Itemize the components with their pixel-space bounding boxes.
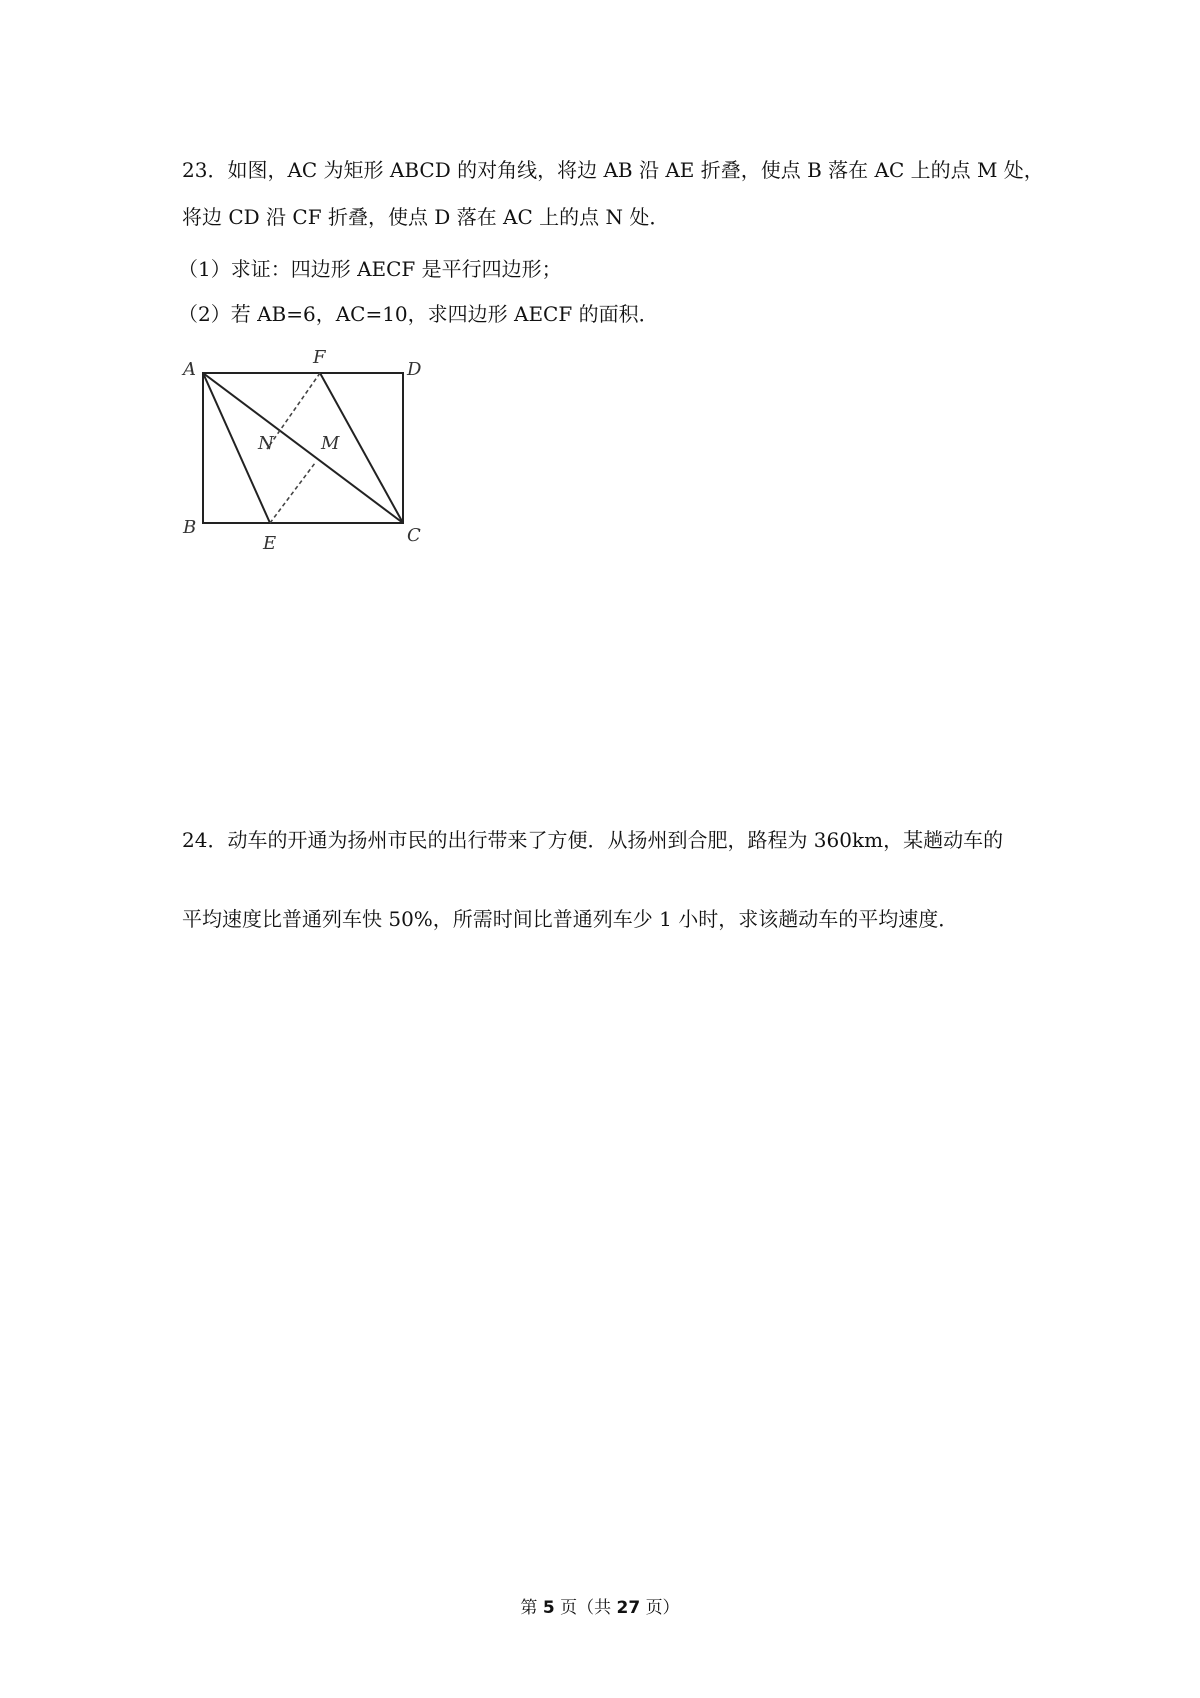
label-d: D [407, 359, 422, 380]
q23-part-2: （2）若 AB=6，AC=10，求四边形 AECF 的面积． [178, 302, 659, 326]
diagonal-ac [203, 373, 403, 523]
label-c: C [407, 525, 421, 546]
q24-line-2: 平均速度比普通列车快 50%，所需时间比普通列车少 1 小时，求该趟动车的平均速度． [182, 907, 959, 931]
q24-line-1: 24．动车的开通为扬州市民的出行带来了方便．从扬州到合肥，路程为 360km，某趟动车的 [182, 828, 1004, 852]
page-footer [0, 1596, 1200, 1620]
q23-line-2: 将边 CD 沿 CF 折叠，使点 D 落在 AC 上的点 N 处． [182, 205, 670, 229]
label-b: B [183, 517, 197, 538]
label-e: E [263, 533, 277, 550]
footer-middle: 页（共 [560, 1598, 612, 1618]
footer-suffix: 页） [645, 1598, 680, 1618]
label-m: M [321, 433, 340, 454]
label-a: A [183, 359, 196, 380]
q23-part-1: （1）求证：四边形 AECF 是平行四边形； [178, 257, 562, 281]
label-f: F [313, 347, 326, 368]
segment-fn-dashed [267, 373, 320, 449]
label-n: N [258, 433, 274, 454]
q23-line-1: 23．如图，AC 为矩形 ABCD 的对角线，将边 AB 沿 AE 折叠，使点 B 落在 AC 上的点 M 处， [182, 158, 1044, 182]
footer-page-number: 5 [542, 1598, 555, 1618]
rectangle-fold-figure [175, 345, 435, 550]
footer-total-pages: 27 [616, 1598, 641, 1618]
footer-prefix: 第 [520, 1598, 538, 1618]
segment-em-dashed [270, 463, 315, 523]
